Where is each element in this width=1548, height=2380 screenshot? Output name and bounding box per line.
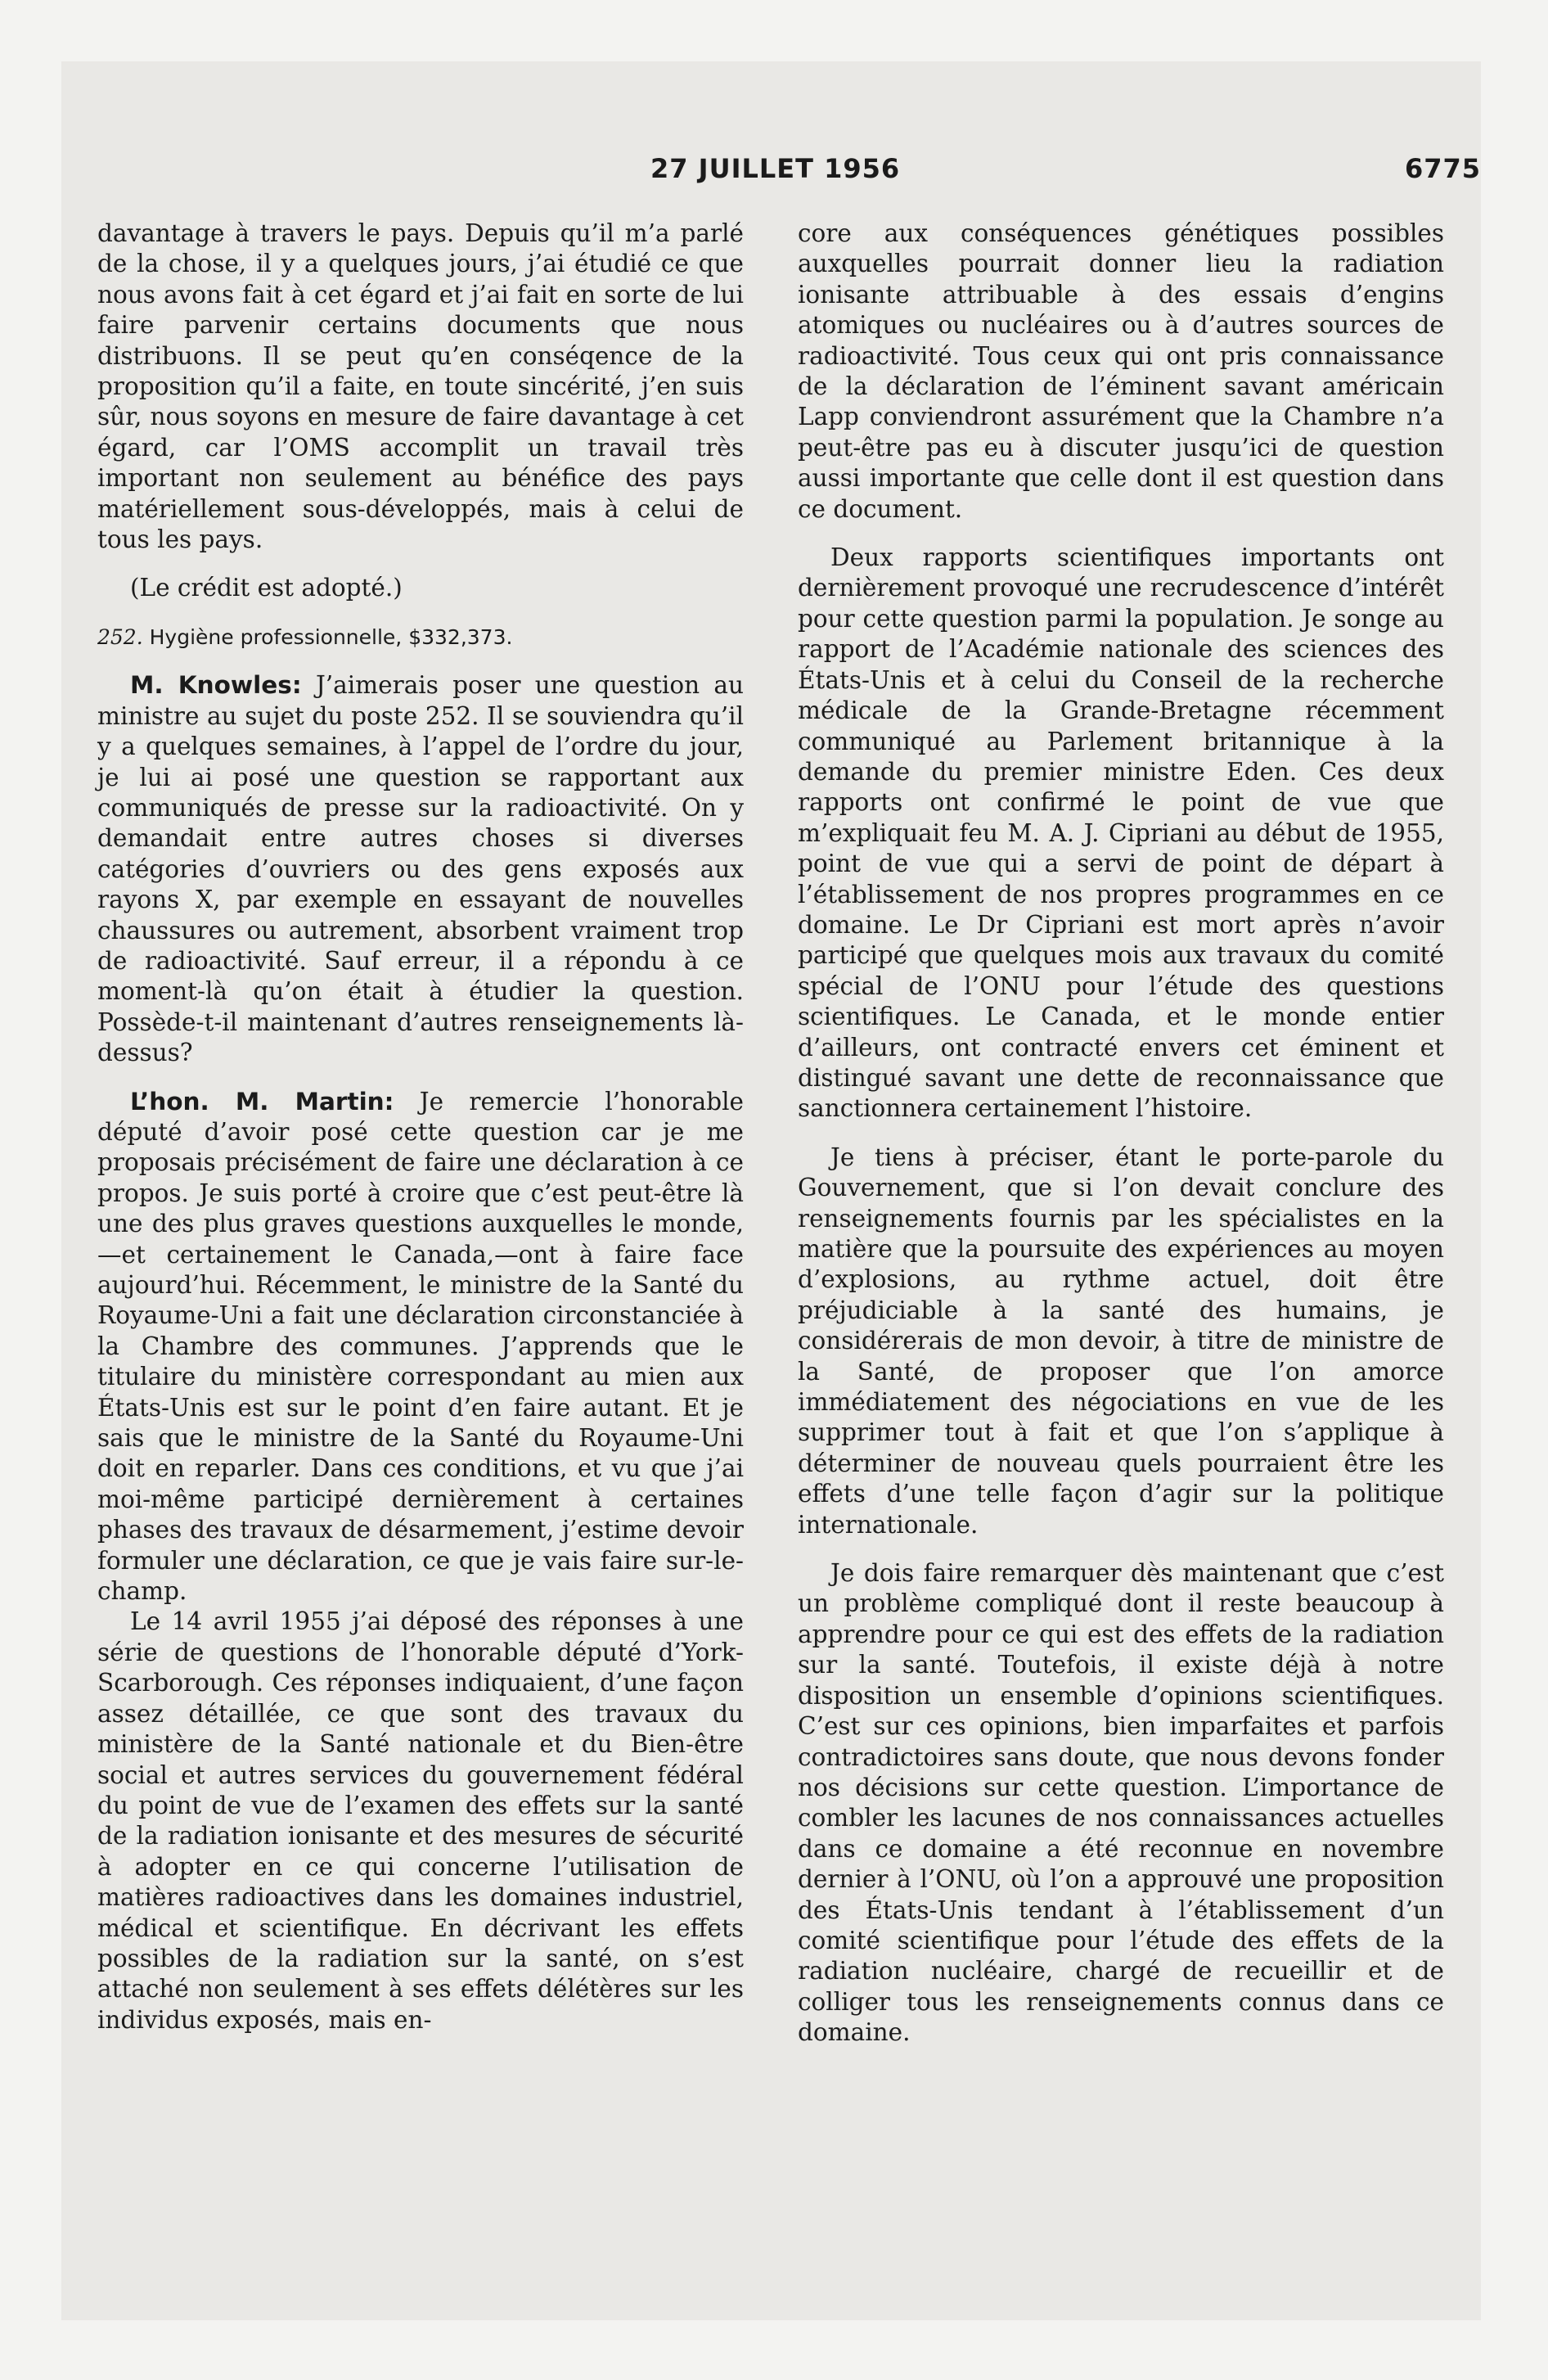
speaker-name: M. Knowles: [130, 671, 302, 700]
paragraph: Deux rapports scientifiques importants ont dernièrement provoqué une recrudescence d’intérêt pour cette question parmi la population. Je songe au rapport de l’Académie nationale des sciences des États-Unis et à celui du Conseil de la recherche médicale de la Grande-Bretagne récemment communiqué au Parlement britannique à la demande du premier ministre Eden. Ces deux rapports ont confirmé le point de vue que m’expliquait feu M. A. J. Cipriani au début de 1955, point de vue qui a servi de point de départ à l’établissement de nos propres programmes en ce domaine. Le Dr Cipriani est mort après n’avoir participé que quelques mois aux travaux du comité spécial de l’ONU pour l’étude des questions scientifiques. Le Canada, et le monde entier d’ailleurs, ont contracté envers cet éminent et distingué savant une dette de reconnaissance que sanctionnera certainement l’histoire. [798, 543, 1444, 1123]
paragraph [97, 670, 744, 1068]
paragraph: core aux conséquences génétiques possibles auxquelles pourrait donner lieu la radiation ionisante attribuable à des essais d’engins atomiques ou nucléaires ou à d’autres sources de radioactivité. Tous ceux qui ont pris connaissance de la déclaration de l’éminent savant américain Lapp conviendront assurément que la Chambre n’a peut-être pas eu à discuter jusqu’ici de question aussi importante que celle dont il est question dans ce document. [798, 219, 1444, 523]
header-date: 27 JUILLET 1956 [650, 153, 901, 184]
paragraph: Le 14 avril 1955 j’ai déposé des réponses à une série de questions de l’honorable député d’York-Scarborough. Ces réponses indiquaient, d’une façon assez détaillée, ce que sont des travaux du ministère de la Santé nationale et du Bien-être social et autres services du gouvernement fédéral du point de vue de l’examen des effets sur la santé de la radiation ionisante et des mesures de sécurité à adopter en ce qui concerne l’utilisation de matières radioactives dans les domaines industriel, médical et scientifique. En décrivant les effets possibles de la radiation sur la santé, on s’est attaché non seulement à ses effets délétères sur les individus exposés, mais en- [97, 1607, 744, 2034]
right-column [798, 219, 1444, 2049]
speech-text: J’aimerais poser une question au ministre au sujet du poste 252. Il se souviendra qu’il y a quelques semaines, à l’appel de l’ordre du jour, je lui ai posé une question se rapportant aux communiqués de presse sur la radioactivité. On y demandait entre autres choses si diverses catégories d’ouvriers ou des gens exposés aux rayons X, par exemple en essayant de nouvelles chaussures ou autrement, absorbent vraiment trop de radioactivité. Sauf erreur, il a répondu à ce moment-là qu’on était à étudier la question. Possède-t-il maintenant d’autres renseignements là-dessus? [97, 671, 744, 1067]
header-page-number: 6775 [1404, 153, 1481, 184]
paragraph: davantage à travers le pays. Depuis qu’il m’a parlé de la chose, il y a quelques jours, j’ai étudié ce que nous avons fait à cet égard et j’ai fait en sorte de lui faire parvenir certains documents que nous distribuons. Il se peut qu’en conséqence de la proposition qu’il a faite, en toute sincérité, j’en suis sûr, nous soyons en mesure de faire davantage à cet égard, car l’OMS accomplit un travail très important non seulement au bénéfice des pays matériellement sous-développés, mais à celui de tous les pays. [97, 219, 744, 554]
paragraph: Je tiens à préciser, étant le porte-parole du Gouvernement, que si l’on devait conclure des renseignements fournis par les spécialistes en la matière que la poursuite des expériences au moyen d’explosions, au rythme actuel, doit être préjudiciable à la santé des humains, je considérerais de mon devoir, à titre de ministre de la Santé, de proposer que l’on amorce immédiatement des négociations en vue de les supprimer tout à fait et que l’on s’applique à déterminer de nouveau quels pourraient être les effets d’une telle façon d’agir sur la politique internationale. [798, 1143, 1444, 1539]
item-text: Hygiène professionnelle, $332,373. [149, 624, 513, 649]
item-number: 252. [97, 624, 143, 649]
page-sheet [61, 61, 1481, 2320]
left-column [97, 219, 744, 2035]
paragraph: (Le crédit est adopté.) [130, 574, 403, 602]
speech-text: Je remercie l’honorable député d’avoir posé cette question car je me proposais précisément de faire une déclaration à ce propos. Je suis porté à croire que c’est peut-être là une des plus graves questions auxquelles le monde,—et certainement le Canada,—ont à faire face aujourd’hui. Récemment, le ministre de la Santé du Royaume-Uni a fait une déclaration circonstanciée à la Chambre des communes. J’apprends que le titulaire du ministère correspondant au mien aux États-Unis est sur le point d’en faire autant. Et je sais que le ministre de la Santé du Royaume-Uni doit en reparler. Dans ces conditions, et vu que j’ai moi-même participé dernièrement à certaines phases des travaux de désarmement, j’estime devoir formuler une déclaration, ce que je vais faire sur-le-champ. [97, 1087, 744, 1606]
speaker-name: L’hon. M. Martin: [130, 1087, 394, 1116]
paragraph: Je dois faire remarquer dès maintenant que c’est un problème compliqué dont il reste beaucoup à apprendre pour ce qui est des effets de la radiation sur la santé. Toutefois, il existe déjà à notre disposition un ensemble d’opinions scientifiques. C’est sur ces opinions, bien imparfaites et parfois contradictoires sans doute, que nous devons fonder nos décisions sur cette question. L’importance de combler les lacunes de nos connaissances actuelles dans ce domaine a été reconnue en novembre dernier à l’ONU, où l’on a approuvé une proposition des États-Unis tendant à l’établissement d’un comité scientifique pour l’étude des effets de la radiation nucléaire, chargé de recueillir et de colliger tous les renseignements connus dans ce domaine. [798, 1559, 1444, 2047]
page-header [61, 153, 1481, 194]
paragraph [97, 1087, 744, 1607]
agenda-item [97, 622, 744, 652]
